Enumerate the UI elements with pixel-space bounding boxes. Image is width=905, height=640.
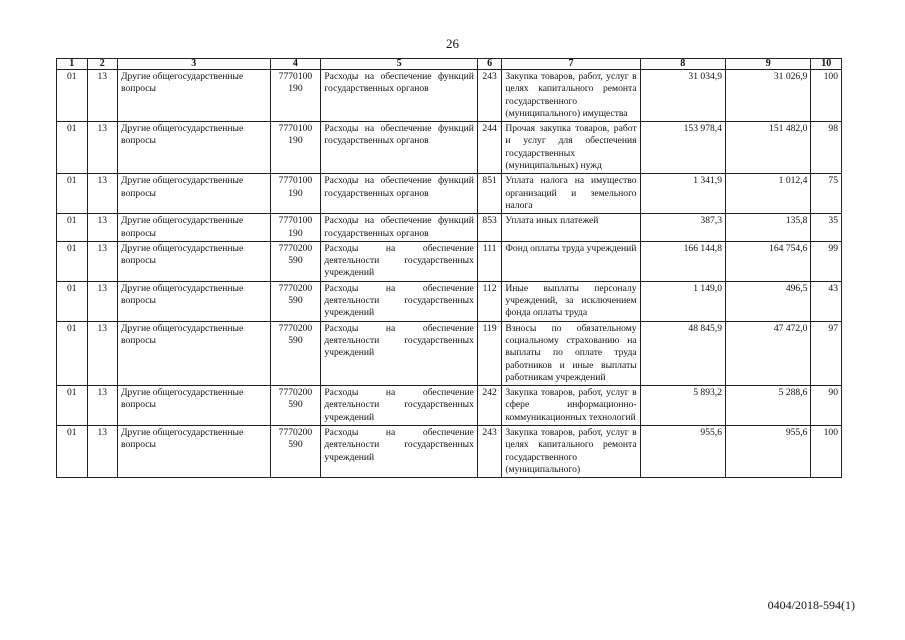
planned-amount: 1 341,9 — [640, 174, 725, 214]
actual-amount: 135,8 — [726, 214, 811, 242]
table-header-row — [57, 59, 842, 70]
expense-type-code: 244 — [477, 122, 501, 174]
planned-amount: 955,6 — [640, 426, 725, 478]
subsection-code: 13 — [87, 122, 118, 174]
execution-percent: 100 — [811, 426, 842, 478]
execution-percent: 97 — [811, 321, 842, 385]
planned-amount: 5 893,2 — [640, 386, 725, 426]
column-header: 10 — [811, 59, 842, 70]
expense-type-name: Фонд оплаты труда учреждений — [502, 241, 640, 281]
section-code: 01 — [57, 281, 88, 321]
section-code: 01 — [57, 241, 88, 281]
column-header: 6 — [477, 59, 501, 70]
column-header: 1 — [57, 59, 88, 70]
table-row — [57, 122, 842, 174]
section-name: Другие общегосударственные вопросы — [118, 70, 271, 122]
article-name: Расходы на обеспечение функций государственных органов — [321, 122, 478, 174]
article-name: Расходы на обеспечение функций государственных органов — [321, 70, 478, 122]
expense-type-name: Уплата иных платежей — [502, 214, 640, 242]
actual-amount: 47 472,0 — [726, 321, 811, 385]
table-row — [57, 241, 842, 281]
article-name: Расходы на обеспечение деятельности государственных учреждений — [321, 386, 478, 426]
target-article: 7770200 590 — [270, 281, 321, 321]
target-article: 7770100 190 — [270, 174, 321, 214]
column-header: 4 — [270, 59, 321, 70]
target-article: 7770100 190 — [270, 70, 321, 122]
column-header: 2 — [87, 59, 118, 70]
section-code: 01 — [57, 321, 88, 385]
expense-type-code: 243 — [477, 426, 501, 478]
section-name: Другие общегосударственные вопросы — [118, 321, 271, 385]
planned-amount: 153 978,4 — [640, 122, 725, 174]
page-number: 26 — [446, 36, 459, 51]
subsection-code: 13 — [87, 174, 118, 214]
planned-amount: 48 845,9 — [640, 321, 725, 385]
budget-table — [56, 58, 842, 478]
table-row — [57, 426, 842, 478]
column-header: 7 — [502, 59, 640, 70]
actual-amount: 1 012,4 — [726, 174, 811, 214]
actual-amount: 955,6 — [726, 426, 811, 478]
planned-amount: 387,3 — [640, 214, 725, 242]
execution-percent: 35 — [811, 214, 842, 242]
expense-type-code: 112 — [477, 281, 501, 321]
column-header: 9 — [726, 59, 811, 70]
expense-type-name: Иные выплаты персоналу учреждений, за исключением фонда оплаты труда — [502, 281, 640, 321]
target-article: 7770200 590 — [270, 321, 321, 385]
planned-amount: 31 034,9 — [640, 70, 725, 122]
subsection-code: 13 — [87, 281, 118, 321]
target-article: 7770200 590 — [270, 426, 321, 478]
actual-amount: 31 026,9 — [726, 70, 811, 122]
execution-percent: 43 — [811, 281, 842, 321]
article-name: Расходы на обеспечение деятельности государственных учреждений — [321, 241, 478, 281]
expense-type-name: Взносы по обязательному социальному страхованию на выплаты по оплате труда работников и иные выплаты работникам учреждений — [502, 321, 640, 385]
execution-percent: 75 — [811, 174, 842, 214]
target-article: 7770200 590 — [270, 386, 321, 426]
target-article: 7770100 190 — [270, 122, 321, 174]
subsection-code: 13 — [87, 426, 118, 478]
section-name: Другие общегосударственные вопросы — [118, 241, 271, 281]
subsection-code: 13 — [87, 241, 118, 281]
column-header: 5 — [321, 59, 478, 70]
article-name: Расходы на обеспечение деятельности государственных учреждений — [321, 321, 478, 385]
expense-type-code: 853 — [477, 214, 501, 242]
column-header: 8 — [640, 59, 725, 70]
table-row — [57, 281, 842, 321]
section-name: Другие общегосударственные вопросы — [118, 426, 271, 478]
section-code: 01 — [57, 386, 88, 426]
subsection-code: 13 — [87, 386, 118, 426]
subsection-code: 13 — [87, 70, 118, 122]
section-name: Другие общегосударственные вопросы — [118, 281, 271, 321]
section-name: Другие общегосударственные вопросы — [118, 174, 271, 214]
actual-amount: 164 754,6 — [726, 241, 811, 281]
expense-type-code: 851 — [477, 174, 501, 214]
section-name: Другие общегосударственные вопросы — [118, 122, 271, 174]
subsection-code: 13 — [87, 321, 118, 385]
execution-percent: 99 — [811, 241, 842, 281]
table-row — [57, 321, 842, 385]
expense-type-name: Уплата налога на имущество организаций и земельного налога — [502, 174, 640, 214]
actual-amount: 151 482,0 — [726, 122, 811, 174]
article-name: Расходы на обеспечение деятельности государственных учреждений — [321, 426, 478, 478]
table-row — [57, 70, 842, 122]
subsection-code: 13 — [87, 214, 118, 242]
planned-amount: 166 144,8 — [640, 241, 725, 281]
article-name: Расходы на обеспечение деятельности государственных учреждений — [321, 281, 478, 321]
expense-type-name: Прочая закупка товаров, работ и услуг для обеспечения государственных (муниципальных) нужд — [502, 122, 640, 174]
table-row — [57, 174, 842, 214]
expense-type-code: 243 — [477, 70, 501, 122]
article-name: Расходы на обеспечение функций государственных органов — [321, 214, 478, 242]
expense-type-name: Закупка товаров, работ, услуг в целях капитального ремонта государственного (муниципального) — [502, 426, 640, 478]
section-code: 01 — [57, 214, 88, 242]
expense-type-code: 119 — [477, 321, 501, 385]
execution-percent: 90 — [811, 386, 842, 426]
section-name: Другие общегосударственные вопросы — [118, 214, 271, 242]
planned-amount: 1 149,0 — [640, 281, 725, 321]
table-row — [57, 214, 842, 242]
document-code: 0404/2018-594(1) — [767, 598, 855, 612]
expense-type-name: Закупка товаров, работ, услуг в целях капитального ремонта государственного (муниципального) имущества — [502, 70, 640, 122]
section-name: Другие общегосударственные вопросы — [118, 386, 271, 426]
expense-type-name: Закупка товаров, работ, услуг в сфере информационно-коммуникационных технологий — [502, 386, 640, 426]
execution-percent: 100 — [811, 70, 842, 122]
target-article: 7770200 590 — [270, 241, 321, 281]
table-row — [57, 386, 842, 426]
target-article: 7770100 190 — [270, 214, 321, 242]
article-name: Расходы на обеспечение функций государственных органов — [321, 174, 478, 214]
expense-type-code: 242 — [477, 386, 501, 426]
section-code: 01 — [57, 174, 88, 214]
column-header: 3 — [118, 59, 271, 70]
section-code: 01 — [57, 426, 88, 478]
expense-type-code: 111 — [477, 241, 501, 281]
section-code: 01 — [57, 122, 88, 174]
actual-amount: 496,5 — [726, 281, 811, 321]
actual-amount: 5 288,6 — [726, 386, 811, 426]
execution-percent: 98 — [811, 122, 842, 174]
section-code: 01 — [57, 70, 88, 122]
